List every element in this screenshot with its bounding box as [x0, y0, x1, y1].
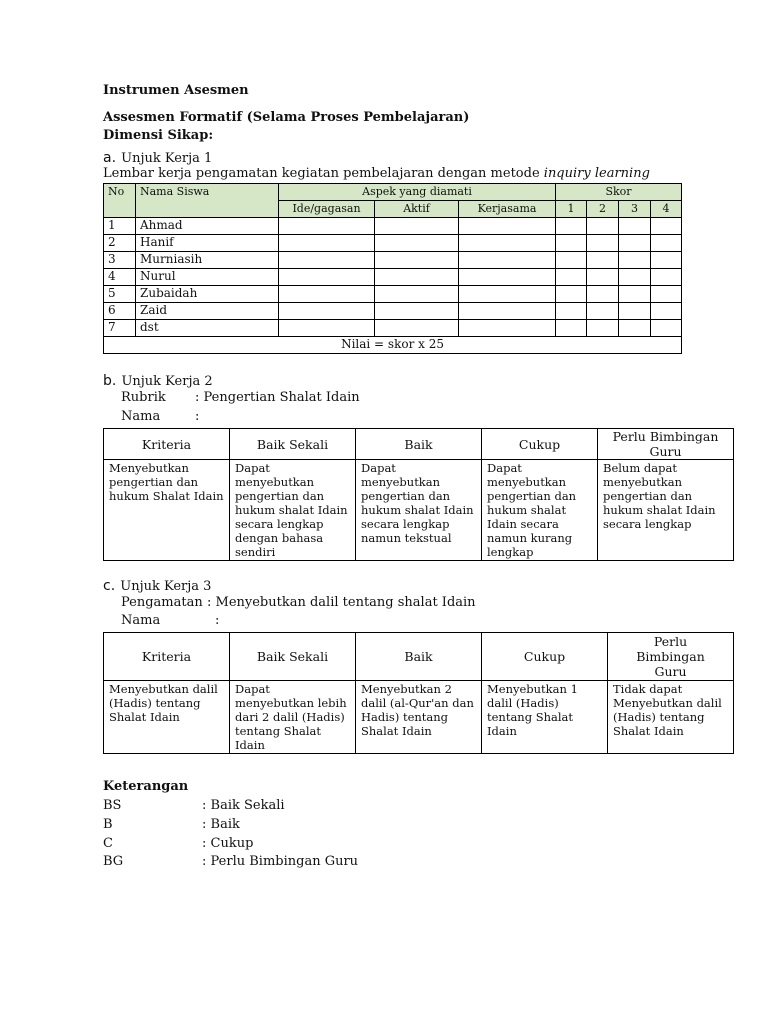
- table-row: [104, 460, 734, 561]
- row-no: 4: [104, 269, 136, 286]
- empty-cell: [459, 303, 556, 320]
- row-nama: Zaid: [136, 303, 279, 320]
- baik-sekali-cell: Dapat menyebutkan lebih dari 2 dalil (Hadis) tentang Shalat Idain: [230, 681, 356, 754]
- col-no-header: No: [104, 184, 136, 218]
- table-footer: Nilai = skor x 25: [104, 337, 682, 354]
- empty-cell: [375, 235, 459, 252]
- table-row: [104, 252, 682, 269]
- uk1-desc-text: Lembar kerja pengamatan kegiatan pembelajaran dengan metode: [103, 166, 544, 181]
- col-aspek-header: Aspek yang diamati: [279, 184, 556, 201]
- baik-cell: Dapat menyebutkan pengertian dan hukum shalat Idain secara lengkap namun tekstual: [356, 460, 482, 561]
- uk3-pengamatan-label: Pengamatan: [121, 595, 203, 610]
- empty-cell: [619, 303, 651, 320]
- empty-cell: [556, 269, 587, 286]
- empty-cell: [587, 320, 619, 337]
- uk1-description: [103, 166, 650, 181]
- empty-cell: [459, 269, 556, 286]
- uk3-nama-value: :: [215, 613, 220, 628]
- row-nama: Ahmad: [136, 218, 279, 235]
- empty-cell: [587, 218, 619, 235]
- empty-cell: [587, 269, 619, 286]
- table-row: [104, 269, 682, 286]
- table-row: [104, 320, 682, 337]
- uk1-desc-method: inquiry learning: [543, 166, 650, 181]
- empty-cell: [651, 269, 682, 286]
- legend-abbr: BG: [103, 854, 124, 869]
- baik-header: Baik: [356, 633, 482, 681]
- table-row: [104, 303, 682, 320]
- criteria-header: Kriteria: [104, 429, 230, 460]
- uk2-nama-label: Nama: [121, 409, 161, 424]
- legend-abbr: B: [103, 817, 113, 832]
- table-row: [104, 218, 682, 235]
- table-row: [104, 235, 682, 252]
- uk2-heading: [103, 370, 213, 389]
- empty-cell: [375, 320, 459, 337]
- empty-cell: [459, 286, 556, 303]
- empty-cell: [556, 286, 587, 303]
- empty-cell: [587, 303, 619, 320]
- empty-cell: [279, 320, 375, 337]
- empty-cell: [279, 269, 375, 286]
- table-row: [104, 681, 734, 754]
- doc-title: Instrumen Asesmen: [103, 83, 249, 98]
- legend-desc: : Baik: [202, 817, 240, 832]
- empty-cell: [651, 320, 682, 337]
- row-no: 1: [104, 218, 136, 235]
- cukup-header: Cukup: [482, 429, 598, 460]
- uk3-title: Unjuk Kerja 3: [120, 579, 212, 594]
- empty-cell: [619, 235, 651, 252]
- perlu-bimbingan-header: Perlu Bimbingan Guru: [598, 429, 734, 460]
- empty-cell: [619, 218, 651, 235]
- aspek-header: Ide/gagasan: [279, 201, 375, 218]
- empty-cell: [279, 218, 375, 235]
- empty-cell: [459, 320, 556, 337]
- skor-header: 4: [651, 201, 682, 218]
- uk1-title: Unjuk Kerja 1: [121, 151, 213, 166]
- row-nama: dst: [136, 320, 279, 337]
- skor-header: 2: [587, 201, 619, 218]
- row-nama: Nurul: [136, 269, 279, 286]
- empty-cell: [556, 320, 587, 337]
- empty-cell: [619, 320, 651, 337]
- uk3-pengamatan-value: : Menyebutkan dalil tentang shalat Idain: [207, 595, 476, 610]
- uk2-rubric-table: [103, 428, 734, 561]
- empty-cell: [556, 218, 587, 235]
- empty-cell: [375, 286, 459, 303]
- empty-cell: [279, 252, 375, 269]
- cukup-header: Cukup: [482, 633, 608, 681]
- uk3-rubric-table: [103, 632, 734, 754]
- row-nama: Zubaidah: [136, 286, 279, 303]
- empty-cell: [279, 235, 375, 252]
- col-skor-header: Skor: [556, 184, 682, 201]
- skor-header: 1: [556, 201, 587, 218]
- baik-sekali-header: Baik Sekali: [230, 633, 356, 681]
- empty-cell: [279, 303, 375, 320]
- legend-abbr: C: [103, 836, 113, 851]
- uk2-rubrik-value: : Pengertian Shalat Idain: [195, 390, 360, 405]
- baik-cell: Menyebutkan 2 dalil (al-Qur'an dan Hadis) tentang Shalat Idain: [356, 681, 482, 754]
- baik-sekali-cell: Dapat menyebutkan pengertian dan hukum shalat Idain secara lengkap dengan bahasa sendiri: [230, 460, 356, 561]
- baik-header: Baik: [356, 429, 482, 460]
- empty-cell: [375, 252, 459, 269]
- empty-cell: [619, 286, 651, 303]
- uk3-nama-label: Nama: [121, 613, 161, 628]
- doc-subtitle: Assesmen Formatif (Selama Proses Pembelajaran): [103, 110, 470, 125]
- uk2-title: Unjuk Kerja 2: [121, 374, 213, 389]
- uk2-nama-value: :: [195, 409, 200, 424]
- empty-cell: [587, 235, 619, 252]
- empty-cell: [556, 303, 587, 320]
- legend-abbr: BS: [103, 798, 122, 813]
- perlu-bimbingan-header: Perlu Bimbingan Guru: [608, 633, 734, 681]
- uk1-table: [103, 183, 682, 354]
- criteria-cell: Menyebutkan dalil (Hadis) tentang Shalat Idain: [104, 681, 230, 754]
- legend-desc: : Cukup: [202, 836, 254, 851]
- empty-cell: [651, 286, 682, 303]
- uk1-marker: a.: [103, 150, 117, 166]
- row-no: 7: [104, 320, 136, 337]
- skor-header: 3: [619, 201, 651, 218]
- uk2-rubrik-label: Rubrik: [121, 390, 166, 405]
- perlu-bimbingan-cell: Tidak dapat Menyebutkan dalil (Hadis) tentang Shalat Idain: [608, 681, 734, 754]
- empty-cell: [375, 303, 459, 320]
- legend-desc: : Baik Sekali: [202, 798, 285, 813]
- empty-cell: [619, 269, 651, 286]
- baik-sekali-header: Baik Sekali: [230, 429, 356, 460]
- table-row: [104, 286, 682, 303]
- cukup-cell: Menyebutkan 1 dalil (Hadis) tentang Shalat Idain: [482, 681, 608, 754]
- row-no: 6: [104, 303, 136, 320]
- uk1-heading: [103, 147, 212, 166]
- dimension-heading: Dimensi Sikap:: [103, 128, 214, 143]
- empty-cell: [459, 218, 556, 235]
- empty-cell: [459, 252, 556, 269]
- aspek-header: Kerjasama: [459, 201, 556, 218]
- row-nama: Murniasih: [136, 252, 279, 269]
- uk3-heading: [103, 575, 211, 594]
- empty-cell: [619, 252, 651, 269]
- criteria-header: Kriteria: [104, 633, 230, 681]
- empty-cell: [587, 252, 619, 269]
- empty-cell: [556, 252, 587, 269]
- row-no: 3: [104, 252, 136, 269]
- empty-cell: [556, 235, 587, 252]
- empty-cell: [459, 235, 556, 252]
- empty-cell: [279, 286, 375, 303]
- col-nama-header: Nama Siswa: [136, 184, 279, 218]
- empty-cell: [651, 218, 682, 235]
- empty-cell: [375, 269, 459, 286]
- row-no: 5: [104, 286, 136, 303]
- keterangan-title: Keterangan: [103, 779, 189, 794]
- empty-cell: [651, 303, 682, 320]
- criteria-cell: Menyebutkan pengertian dan hukum Shalat Idain: [104, 460, 230, 561]
- perlu-bimbingan-cell: Belum dapat menyebutkan pengertian dan hukum shalat Idain secara lengkap: [598, 460, 734, 561]
- uk3-marker: c.: [103, 578, 116, 594]
- empty-cell: [375, 218, 459, 235]
- empty-cell: [651, 235, 682, 252]
- row-no: 2: [104, 235, 136, 252]
- empty-cell: [587, 286, 619, 303]
- legend-desc: : Perlu Bimbingan Guru: [202, 854, 359, 869]
- empty-cell: [651, 252, 682, 269]
- cukup-cell: Dapat menyebutkan pengertian dan hukum shalat Idain secara namun kurang lengkap: [482, 460, 598, 561]
- uk2-marker: b.: [103, 373, 117, 389]
- aspek-header: Aktif: [375, 201, 459, 218]
- row-nama: Hanif: [136, 235, 279, 252]
